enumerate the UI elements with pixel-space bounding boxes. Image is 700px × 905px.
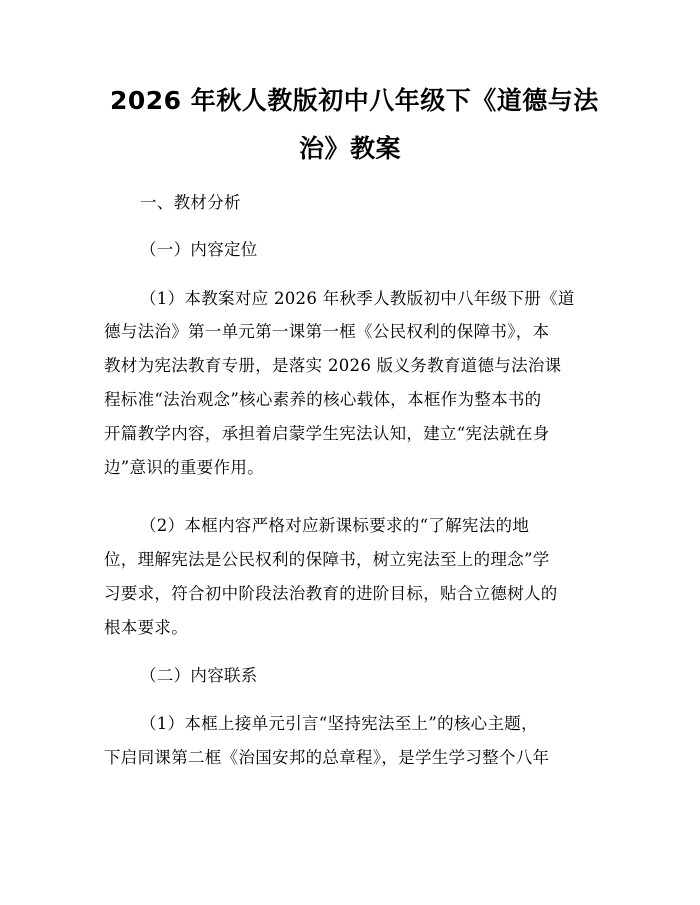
document-title-line-1: 2026 年秋人教版初中八年级下《道德与法 [110, 86, 599, 115]
paragraph-line: 根本要求。 [104, 618, 188, 637]
paragraph-line: 教材为宪法教育专册，是落实 2026 版义务教育道德与法治课 [104, 356, 562, 375]
paragraph-line: （2）本框内容严格对应新课标要求的“了解宪法的地 [140, 516, 530, 535]
paragraph-line: 下启同课第二框《治国安邦的总章程》，是学生学习整个八年 [104, 748, 550, 767]
subsection-heading-content-positioning: （一）内容定位 [140, 240, 258, 259]
document-title-line-2: 治》教案 [298, 134, 401, 163]
section-heading-textbook-analysis: 一、教材分析 [140, 193, 241, 212]
paragraph-line: 位，理解宪法是公民权利的保障书，树立宪法至上的理念”学 [104, 550, 550, 569]
paragraph-line: 边”意识的重要作用。 [104, 458, 264, 477]
paragraph-line: 习要求，符合初中阶段法治教育的进阶目标，贴合立德树人的 [104, 584, 558, 603]
paragraph-line: 开篇教学内容，承担着启蒙学生宪法认知，建立“宪法就在身 [104, 424, 550, 443]
paragraph-line: （1）本框上接单元引言“坚持宪法至上”的核心主题， [140, 714, 538, 733]
subsection-heading-content-connection: （二）内容联系 [140, 666, 258, 685]
paragraph-line: 程标准“法治观念”核心素养的核心载体，本框作为整本书的 [104, 390, 542, 409]
paragraph-line: 德与法治》第一单元第一课第一框《公民权利的保障书》，本 [104, 322, 550, 341]
paragraph-line: （1）本教案对应 2026 年秋季人教版初中八年级下册《道 [140, 289, 575, 308]
